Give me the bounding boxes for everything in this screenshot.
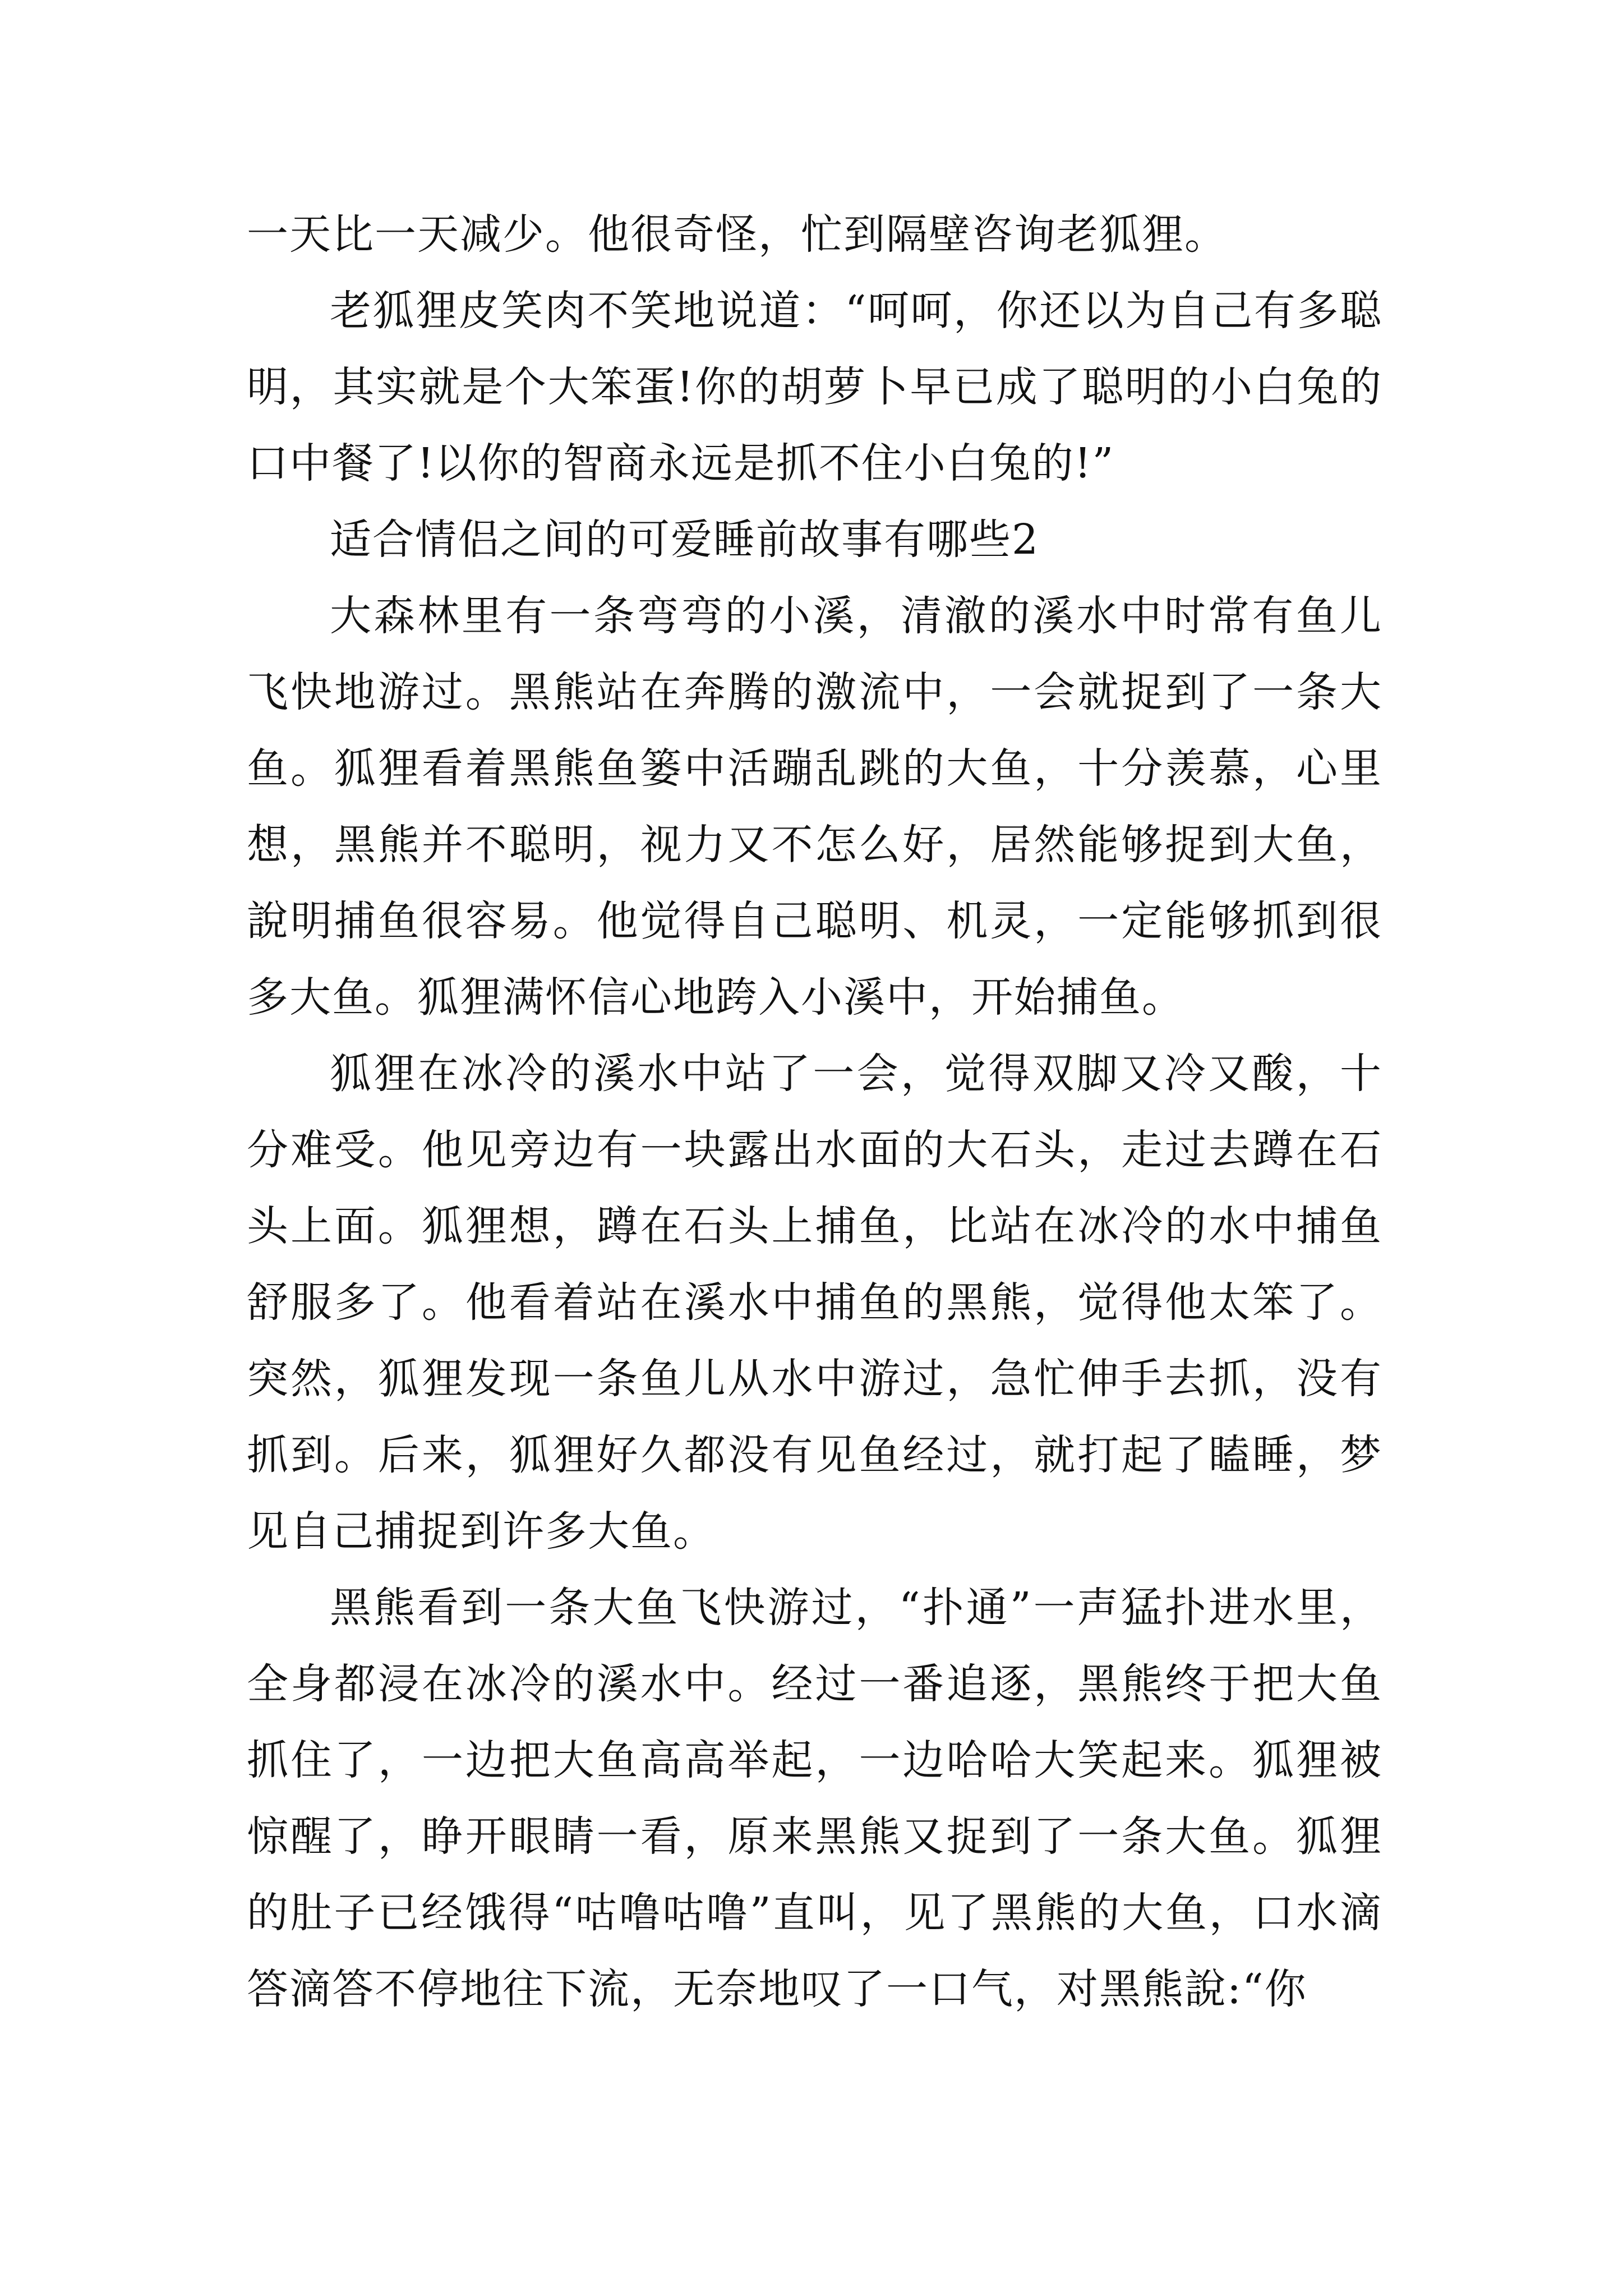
paragraph-old-fox-speech: 老狐狸皮笑肉不笑地说道：“呵呵，你还以为自己有多聪明，其实就是个大笨蛋!你的胡萝卜早已成了聪明的小白兔的口中餐了!以你的智商永远是抓不住小白兔的!”	[247, 287, 1382, 487]
story-heading: 适合情侣之间的可爱睡前故事有哪些2	[330, 516, 1040, 564]
paragraph-continued: 一天比一天减少。他很奇怪，忙到隔壁咨询老狐狸。	[247, 210, 1227, 259]
paragraph-forest-stream: 大森林里有一条弯弯的小溪，清澈的溪水中时常有鱼儿飞快地游过。黑熊站在奔腾的激流中，一会就捉到了一条大鱼。狐狸看着黑熊鱼篓中活蹦乱跳的大鱼，十分羡慕，心里想，黑熊并不聪明，视力又不怎么好，居然能够捉到大鱼，說明捕鱼很容易。他觉得自己聪明、机灵，一定能够抓到很多大鱼。狐狸满怀信心地跨入小溪中，开始捕鱼。	[247, 592, 1382, 1022]
paragraph-fox-on-stone: 狐狸在冰冷的溪水中站了一会，觉得双脚又冷又酸，十分难受。他见旁边有一块露出水面的大石头，走过去蹲在石头上面。狐狸想，蹲在石头上捕鱼，比站在冰冷的水中捕鱼舒服多了。他看着站在溪水中捕鱼的黑熊，觉得他太笨了。突然，狐狸发现一条鱼儿从水中游过，急忙伸手去抓，没有抓到。后来，狐狸好久都没有见鱼经过，就打起了瞌睡，梦见自己捕捉到许多大鱼。	[247, 1050, 1382, 1556]
paragraph-bear-catches-fish: 黑熊看到一条大鱼飞快游过，“扑通”一声猛扑进水里，全身都浸在冰冷的溪水中。经过一番追逐，黑熊终于把大鱼抓住了，一边把大鱼高高举起，一边哈哈大笑起来。狐狸被惊醒了，睁开眼睛一看，原来黑熊又捉到了一条大鱼。狐狸的肚子已经饿得“咕噜咕噜”直叫，见了黑熊的大鱼，口水滴答滴答不停地往下流，无奈地叹了一口气，对黑熊說:“你	[247, 1584, 1382, 2013]
document-body	[247, 196, 1382, 2027]
